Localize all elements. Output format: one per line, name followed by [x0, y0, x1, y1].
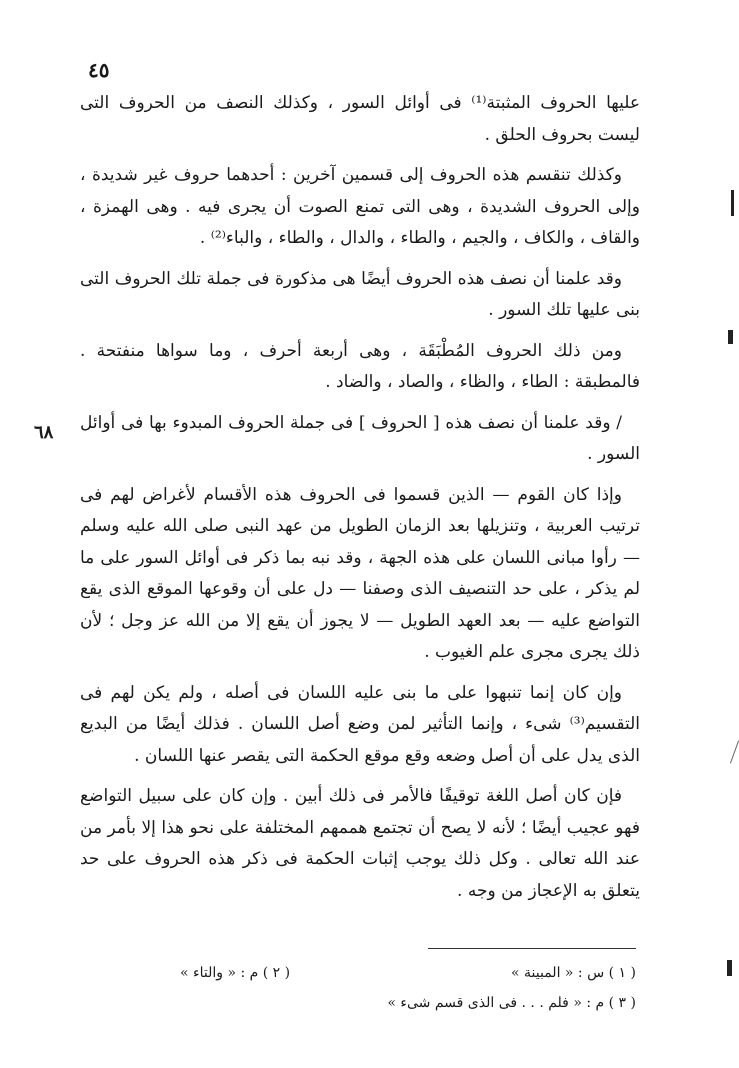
paragraph-2: وكذلك تنقسم هذه الحروف إلى قسمين آخرين : أحدهما حروف غير شديدة ، وإلى الحروف الشديدة ، وهى التى تمنع الصوت أن يجرى فيه . وهى الهمزة ، والقاف ، والكاف ، والجيم ، والطاء ، والدال ، والطاء ، والباء⁽²⁾ . — [80, 165, 640, 248]
paragraph-5: / وقد علمنا أن نصف هذه [ الحروف ] فى جملة الحروف المبدوء بها فى أوائل السور . — [80, 412, 640, 464]
footnote-row-1 — [180, 958, 636, 988]
margin-page-reference: ٦٨ — [34, 422, 54, 443]
page-number: ٤٥ — [88, 58, 110, 82]
scan-edge-mark — [730, 741, 739, 764]
footnote-3: ( ٣ ) م : « فلم . . . فى الذى قسم شىء » — [387, 995, 636, 1011]
scan-edge-mark — [727, 960, 732, 976]
paragraph-4: ومن ذلك الحروف المُطْبَقَة ، وهى أربعة أحرف ، وما سواها منفتحة . فالمطبقة : الطاء ، والظاء ، والصاد ، والضاد . — [80, 340, 640, 392]
body-text — [80, 88, 640, 916]
paragraph-3: وقد علمنا أن نصف هذه الحروف أيضًا هى مذكورة فى جملة تلك الحروف التى بنى عليها تلك السور . — [80, 268, 640, 320]
scan-edge-mark — [731, 190, 734, 216]
paragraph-7: وإن كان إنما تنبهوا على ما بنى عليه اللسان فى أصله ، ولم يكن لهم فى التقسيم⁽³⁾ شىء ، وإنما التأثير لمن وضع أصل اللسان . فذلك أيضًا من البديع الذى يدل على أن أصل وضعه وقع موقع الحكمة التى يقصر عنها اللسان . — [80, 682, 640, 766]
footnotes — [180, 958, 636, 1018]
scan-edge-mark — [728, 330, 733, 344]
footnote-row-2 — [180, 988, 636, 1018]
paragraph-8: فإن كان أصل اللغة توقيفًا فالأمر فى ذلك أبين . وإن كان على سبيل التواضع فهو عجيب أيضًا ؛ لأنه لا يصح أن تجتمع هممهم المختلفة على نحو هذا إلا بأمر من عند الله تعالى . وكل ذلك يوجب إثبات الحكمة فى ذكر هذه الحروف على حد يتعلق به الإعجاز من وجه . — [80, 786, 640, 901]
footnote-divider — [428, 948, 636, 949]
footnote-1: ( ١ ) س : « المبينة » — [511, 965, 636, 981]
paragraph-1: عليها الحروف المثبتة⁽¹⁾ فى أوائل السور ، وكذلك النصف من الحروف التى ليست بحروف الحلق . — [80, 93, 640, 145]
paragraph-6: وإذا كان القوم — الذين قسموا فى الحروف هذه الأقسام لأغراض لهم فى ترتيب العربية ، وتنزيلها بعد الزمان الطويل من عهد النبى صلى الله عليه وسلم — رأوا مبانى اللسان على هذه الجهة ، وقد نبه بما ذكر فى أوائل السور على ما لم يذكر ، على حد التنصيف الذى وصفنا — دل على أن وقوعها الموقع الذى يقع التواضع عليه — بعد العهد الطويل — لا يجوز أن يقع إلا من الله عز وجل ؛ لأن ذلك يجرى مجرى علم الغيوب . — [80, 484, 640, 662]
footnote-2: ( ٢ ) م : « والتاء » — [180, 965, 291, 981]
